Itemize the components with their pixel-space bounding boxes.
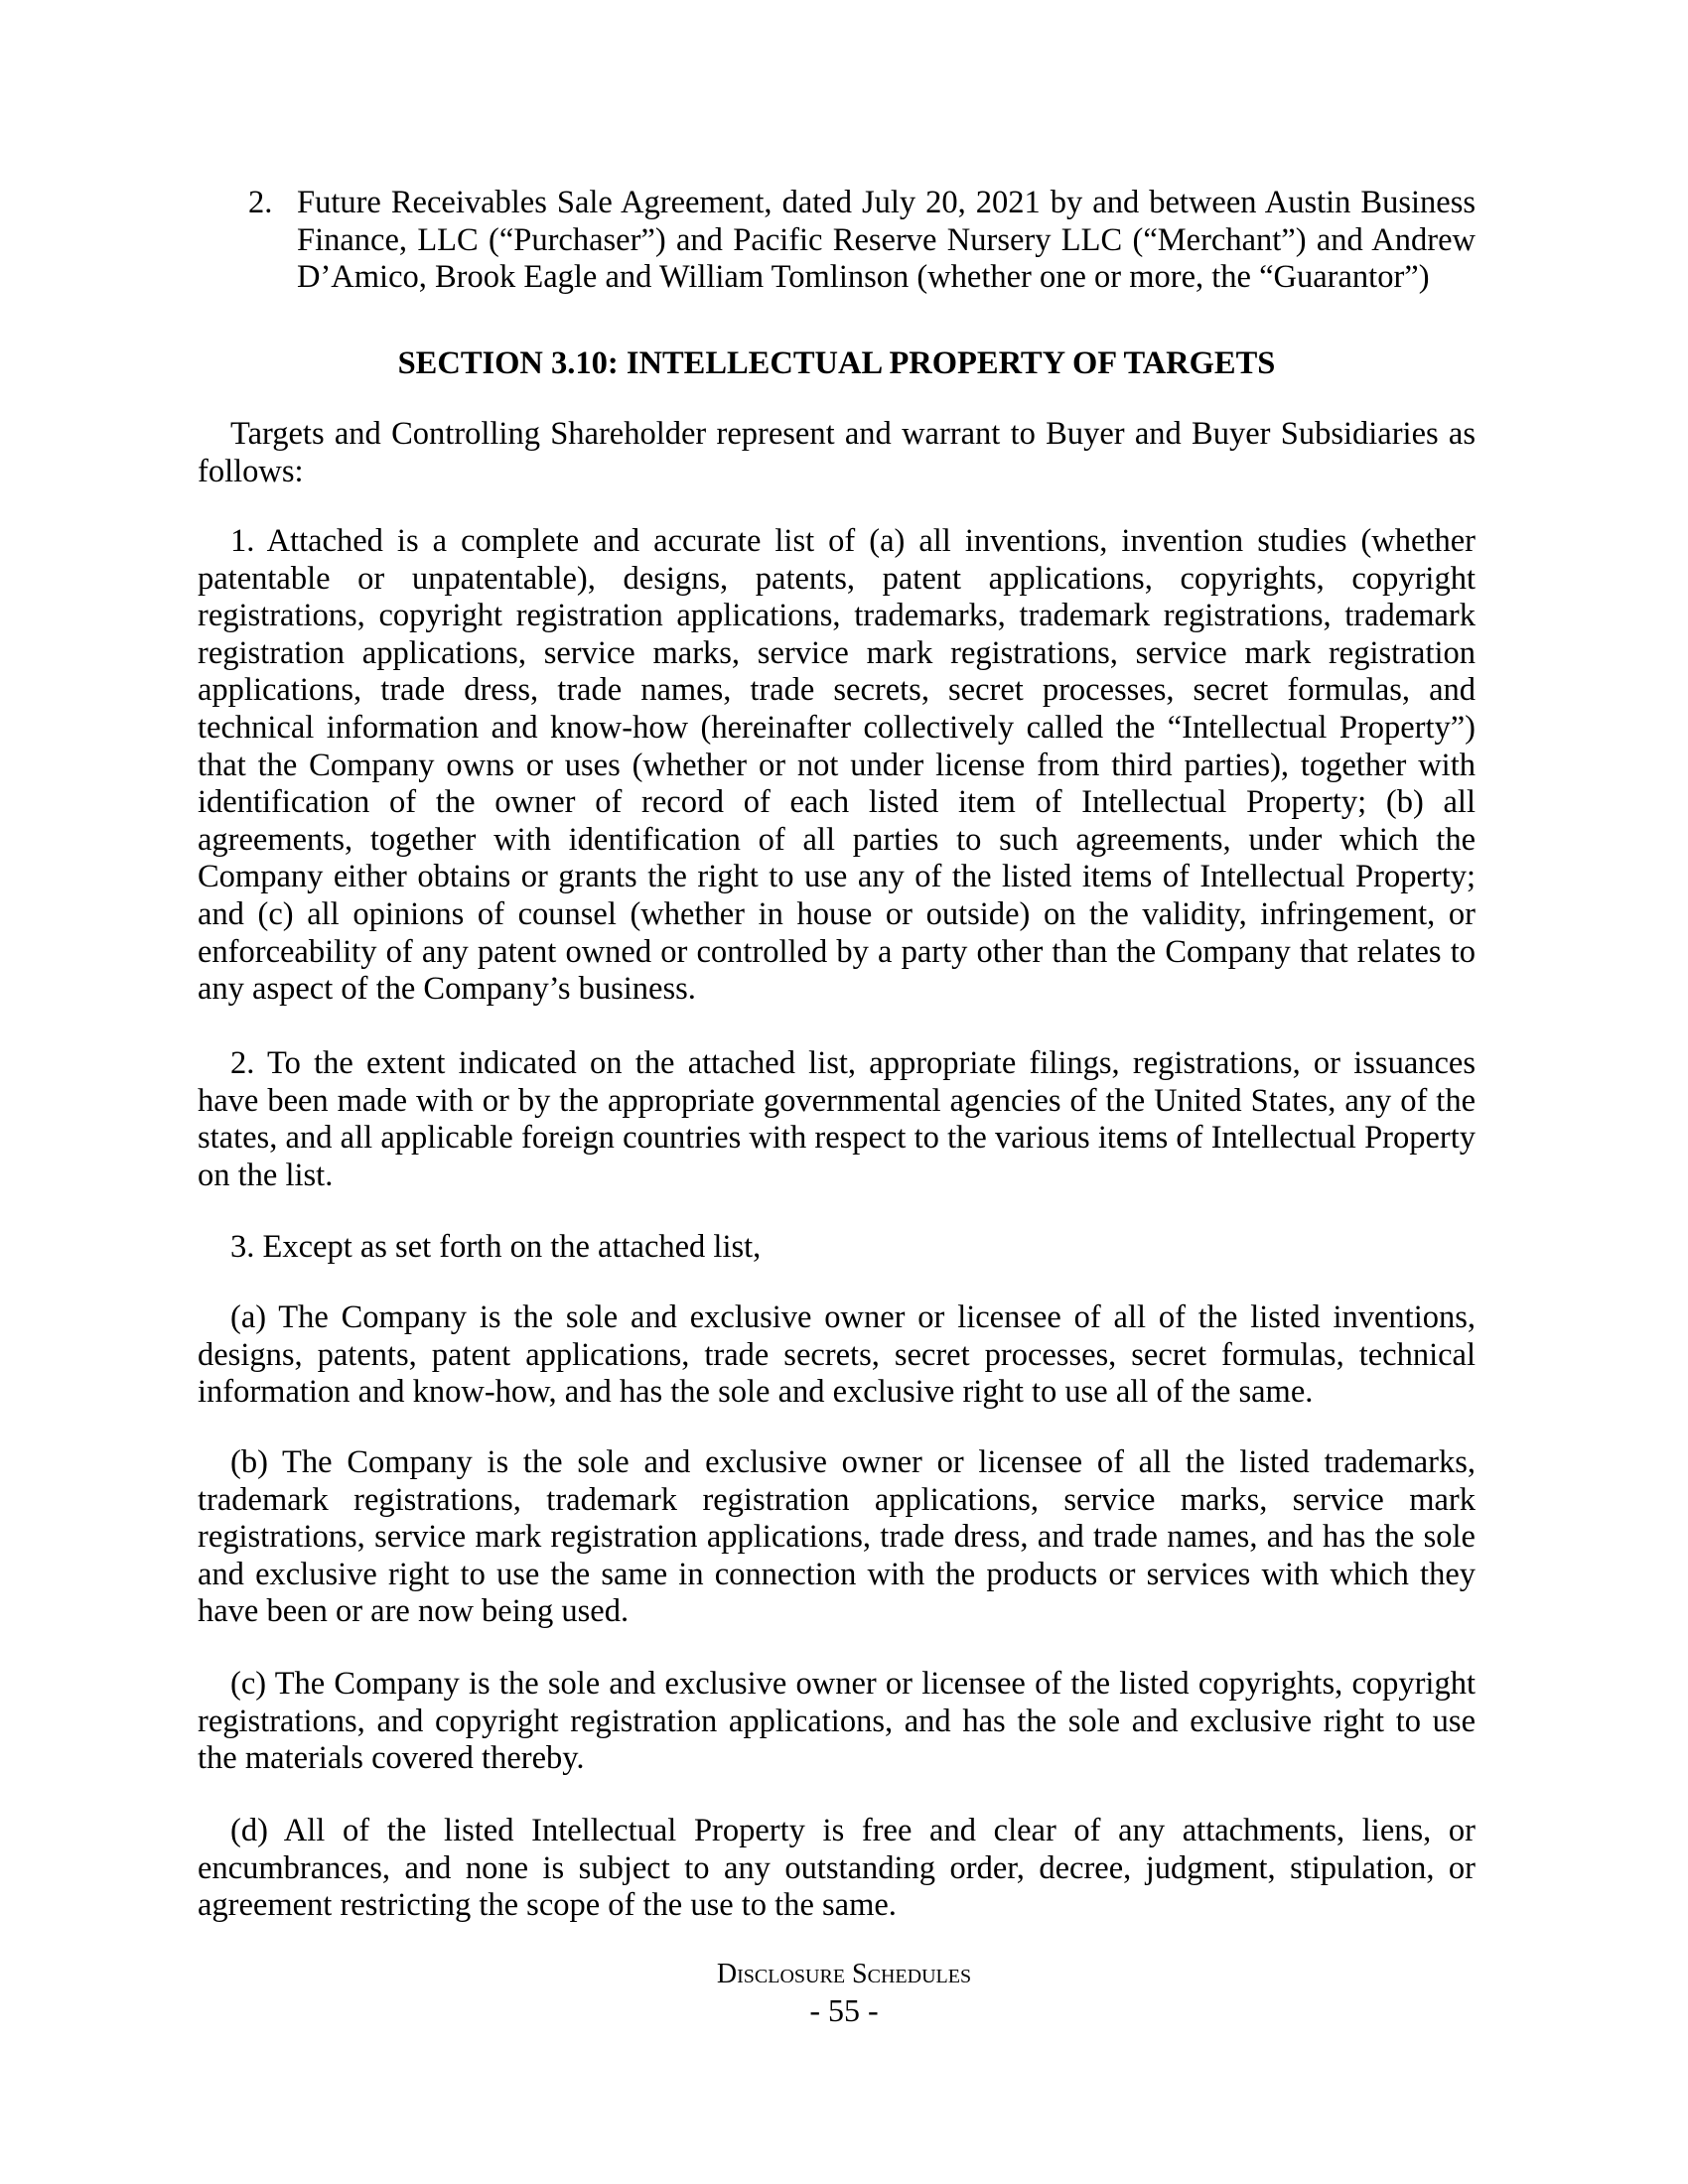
list-item-future-receivables [248, 185, 1476, 297]
paragraph-3b: (b) The Company is the sole and exclusive owner or licensee of all the listed trademarks, trademark registrations, trademark registration applications, service marks, service mark registrations, service mark registration applications, trade dress, and trade names, and has the sole and exclusive right to use the same in connection with the products or services with which they have been or are now being used. [198, 1444, 1476, 1630]
paragraph-3a: (a) The Company is the sole and exclusive owner or licensee of all of the listed inventions, designs, patents, patent applications, trade secrets, secret processes, secret formulas, technical information and know-how, and has the sole and exclusive right to use all of the same. [198, 1299, 1476, 1411]
list-item-number: 2. [248, 185, 273, 220]
paragraph-3: 3. Except as set forth on the attached list, [230, 1229, 762, 1265]
paragraph-3c: (c) The Company is the sole and exclusive owner or licensee of the listed copyrights, copyright registrations, and copyright registration applications, and has the sole and exclusive right to use the materials covered thereby. [198, 1666, 1476, 1777]
section-heading: SECTION 3.10: INTELLECTUAL PROPERTY OF TARGETS [397, 345, 1276, 381]
page-number: - 55 - [809, 1992, 879, 2028]
list-item-text: Future Receivables Sale Agreement, dated July 20, 2021 by and between Austin Business Finance, LLC (“Purchaser”) and Pacific Reserve Nursery LLC (“Merchant”) and Andrew D’Amico, Brook Eagle and William Tomlinson (whether one or more, the “Guarantor”) [297, 185, 1476, 296]
footer-title: Disclosure Schedules [716, 1959, 972, 1989]
paragraph-2: 2. To the extent indicated on the attached list, appropriate filings, registrations, or issuances have been made with or by the appropriate governmental agencies of the United States, any of the states, and all applicable foreign countries with respect to the various items of Intellectual Property on the list. [198, 1045, 1476, 1193]
paragraph-3d: (d) All of the listed Intellectual Property is free and clear of any attachments, liens, or encumbrances, and none is subject to any outstanding order, decree, judgment, stipulation, or agreement restricting the scope of the use to the same. [198, 1813, 1476, 1924]
intro-paragraph: Targets and Controlling Shareholder represent and warrant to Buyer and Buyer Subsidiaries as follows: [198, 416, 1476, 489]
paragraph-1: 1. Attached is a complete and accurate list of (a) all inventions, invention studies (whether patentable or unpatentable), designs, patents, patent applications, copyrights, copyright registrations, copyright registration applications, trademarks, trademark registrations, trademark registration applications, service marks, service mark registrations, service mark registration applications, trade dress, trade names, trade secrets, secret processes, secret formulas, and technical information and know-how (hereinafter collectively called the “Intellectual Property”) that the Company owns or uses (whether or not under license from third parties), together with identification of the owner of record of each listed item of Intellectual Property; (b) all agreements, together with identification of all parties to such agreements, under which the Company either obtains or grants the right to use any of the listed items of Intellectual Property; and (c) all opinions of counsel (whether in house or outside) on the validity, infringement, or enforceability of any patent owned or controlled by a party other than the Company that relates to any aspect of the Company’s business. [198, 523, 1476, 1008]
